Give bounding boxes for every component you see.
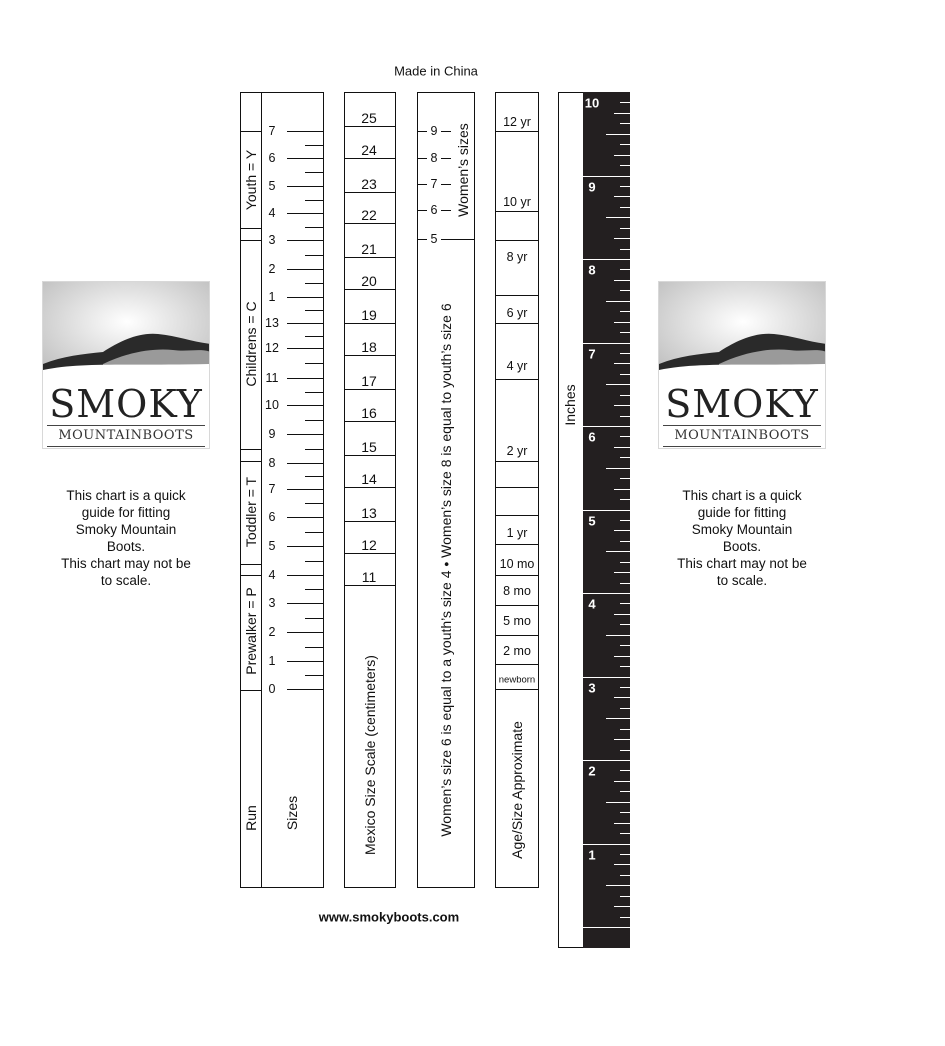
- mountain-icon: [659, 282, 826, 382]
- inch-major-tick: [583, 426, 630, 427]
- inch-major-tick: [583, 844, 630, 845]
- size-half-tick: [305, 675, 324, 676]
- mexico-label: 21: [361, 241, 377, 257]
- mexico-divider: [344, 521, 396, 522]
- inch-minor-tick: [606, 551, 630, 552]
- size-tick: [287, 323, 324, 324]
- age-divider: [495, 240, 539, 241]
- inch-minor-tick: [614, 113, 630, 114]
- age-label: 12 yr: [503, 115, 531, 129]
- size-label: 7: [268, 124, 276, 138]
- inch-minor-tick: [620, 123, 630, 124]
- mountain-icon: [43, 282, 210, 382]
- inch-minor-tick: [614, 739, 630, 740]
- age-title: Age/Size Approximate: [509, 721, 525, 859]
- sizes-title: Sizes: [284, 795, 300, 831]
- inches-title: Inches: [562, 384, 578, 426]
- age-divider: [495, 605, 539, 606]
- size-tick: [287, 632, 324, 633]
- inch-minor-tick: [620, 666, 630, 667]
- women-label: 7: [430, 177, 438, 191]
- women-label: 5: [430, 232, 438, 246]
- size-label: 4: [268, 206, 276, 220]
- inch-major-tick: [583, 343, 630, 344]
- women-label: 8: [430, 151, 438, 165]
- size-half-tick: [305, 420, 324, 421]
- size-tick: [287, 213, 324, 214]
- inch-minor-tick: [620, 520, 630, 521]
- size-tick: [287, 661, 324, 662]
- inch-minor-tick: [614, 906, 630, 907]
- inch-minor-tick: [606, 718, 630, 719]
- mexico-divider: [344, 553, 396, 554]
- women-tick: [441, 184, 451, 185]
- inch-label: 1: [588, 847, 596, 862]
- age-label: 10 yr: [503, 195, 531, 209]
- mexico-label: 23: [361, 176, 377, 192]
- mexico-divider: [344, 487, 396, 488]
- brand-logo-right: [658, 281, 826, 449]
- inch-minor-tick: [614, 572, 630, 573]
- inch-minor-tick: [620, 165, 630, 166]
- logo-brand-text: SMOKY: [49, 382, 203, 426]
- mexico-divider: [344, 257, 396, 258]
- size-half-tick: [305, 336, 324, 337]
- women-tick: [417, 210, 427, 211]
- size-label: 5: [268, 539, 276, 553]
- run-toddler-label: Toddler = T: [243, 476, 259, 548]
- size-half-tick: [305, 618, 324, 619]
- size-label: 7: [268, 482, 276, 496]
- size-label: 3: [268, 233, 276, 247]
- size-half-tick: [305, 200, 324, 201]
- inch-minor-tick: [614, 614, 630, 615]
- size-label: 8: [268, 456, 276, 470]
- size-tick: [287, 689, 324, 690]
- size-label: 13: [265, 316, 279, 330]
- age-divider: [495, 461, 539, 462]
- inch-minor-tick: [620, 102, 630, 103]
- inch-minor-tick: [606, 635, 630, 636]
- mexico-label: 15: [361, 439, 377, 455]
- age-label: 8 yr: [506, 250, 528, 264]
- inch-minor-tick: [620, 896, 630, 897]
- women-tick: [441, 210, 451, 211]
- inch-minor-tick: [606, 802, 630, 803]
- size-half-tick: [305, 476, 324, 477]
- inch-minor-tick: [620, 770, 630, 771]
- size-tick: [287, 158, 324, 159]
- mexico-divider: [344, 421, 396, 422]
- mexico-label: 13: [361, 505, 377, 521]
- age-divider: [495, 544, 539, 545]
- inch-minor-tick: [620, 457, 630, 458]
- age-divider: [495, 575, 539, 576]
- mexico-divider: [344, 289, 396, 290]
- inch-major-tick: [583, 259, 630, 260]
- inch-label: 2: [588, 763, 596, 779]
- inch-minor-tick: [620, 750, 630, 751]
- women-label: 9: [430, 124, 438, 138]
- inch-minor-tick: [614, 405, 630, 406]
- inch-minor-tick: [620, 186, 630, 187]
- inch-minor-tick: [620, 875, 630, 876]
- inch-major-tick: [583, 593, 630, 594]
- age-divider: [495, 635, 539, 636]
- size-tick: [287, 131, 324, 132]
- size-tick: [287, 489, 324, 490]
- women-tick: [417, 131, 427, 132]
- women-divider: [451, 239, 475, 240]
- inch-minor-tick: [614, 489, 630, 490]
- size-tick: [287, 240, 324, 241]
- size-label: 10: [265, 398, 279, 412]
- mexico-divider: [344, 355, 396, 356]
- inch-label: 6: [588, 429, 596, 445]
- age-divider: [495, 689, 539, 690]
- age-divider: [495, 323, 539, 324]
- inch-label: 4: [588, 596, 596, 612]
- size-label: 11: [265, 371, 279, 385]
- mexico-label: 24: [361, 142, 377, 158]
- size-tick: [287, 186, 324, 187]
- inch-minor-tick: [620, 353, 630, 354]
- inch-minor-tick: [620, 583, 630, 584]
- inch-minor-tick: [620, 269, 630, 270]
- inch-minor-tick: [620, 687, 630, 688]
- inch-label: 7: [588, 346, 596, 361]
- inch-minor-tick: [614, 238, 630, 239]
- women-tick: [417, 184, 427, 185]
- mexico-divider: [344, 223, 396, 224]
- age-label: 2 mo: [503, 644, 531, 658]
- inch-minor-tick: [614, 363, 630, 364]
- size-half-tick: [305, 227, 324, 228]
- inch-minor-tick: [620, 854, 630, 855]
- inch-minor-tick: [620, 812, 630, 813]
- size-tick: [287, 405, 324, 406]
- inch-minor-tick: [614, 322, 630, 323]
- women-label: 6: [430, 203, 438, 217]
- age-divider: [495, 295, 539, 296]
- size-half-tick: [305, 503, 324, 504]
- size-tick: [287, 517, 324, 518]
- inch-minor-tick: [620, 332, 630, 333]
- age-divider: [495, 487, 539, 488]
- mexico-divider: [344, 323, 396, 324]
- size-half-tick: [305, 310, 324, 311]
- inch-minor-tick: [614, 155, 630, 156]
- size-label: 9: [268, 427, 276, 441]
- mexico-divider: [344, 389, 396, 390]
- size-half-tick: [305, 145, 324, 146]
- inch-minor-tick: [606, 468, 630, 469]
- size-tick: [287, 378, 324, 379]
- size-half-tick: [305, 172, 324, 173]
- womens-title: Women’s sizes: [455, 123, 471, 217]
- mexico-label: 22: [361, 207, 377, 223]
- size-label: 5: [268, 179, 276, 193]
- size-label: 1: [268, 654, 276, 668]
- logo-brand-text: SMOKY: [665, 382, 819, 426]
- size-tick: [287, 546, 324, 547]
- age-divider: [495, 515, 539, 516]
- inch-minor-tick: [620, 541, 630, 542]
- inch-minor-tick: [620, 374, 630, 375]
- size-half-tick: [305, 589, 324, 590]
- size-half-tick: [305, 561, 324, 562]
- inch-minor-tick: [620, 708, 630, 709]
- mexico-label: 11: [361, 569, 377, 585]
- mexico-label: 14: [361, 471, 377, 487]
- size-tick: [287, 434, 324, 435]
- size-tick: [287, 297, 324, 298]
- size-half-tick: [305, 363, 324, 364]
- inch-minor-tick: [620, 603, 630, 604]
- inch-minor-tick: [620, 207, 630, 208]
- age-divider: [495, 664, 539, 665]
- inch-label: 8: [588, 262, 596, 278]
- inch-minor-tick: [614, 864, 630, 865]
- inch-minor-tick: [620, 917, 630, 918]
- size-tick: [287, 269, 324, 270]
- website-link[interactable]: www.smokyboots.com: [318, 909, 460, 925]
- inch-minor-tick: [620, 416, 630, 417]
- size-tick: [287, 348, 324, 349]
- run-childrens-label: Childrens = C: [243, 301, 259, 387]
- size-half-tick: [305, 255, 324, 256]
- inch-minor-tick: [606, 134, 630, 135]
- inch-minor-tick: [620, 499, 630, 500]
- inch-minor-tick: [614, 196, 630, 197]
- inch-minor-tick: [620, 436, 630, 437]
- inch-minor-tick: [606, 301, 630, 302]
- size-half-tick: [305, 449, 324, 450]
- inch-minor-tick: [620, 395, 630, 396]
- mexico-label: 18: [361, 339, 377, 355]
- size-label: 4: [268, 568, 276, 582]
- inch-major-tick: [583, 760, 630, 761]
- mexico-label: 20: [361, 273, 377, 289]
- age-divider: [495, 211, 539, 212]
- inch-label: 10: [584, 95, 600, 111]
- inch-major-tick: [583, 927, 630, 928]
- size-tick: [287, 603, 324, 604]
- age-label: 5 mo: [503, 614, 531, 628]
- inch-minor-tick: [620, 833, 630, 834]
- inch-minor-tick: [620, 249, 630, 250]
- inch-minor-tick: [620, 311, 630, 312]
- inches-label-strip: [558, 92, 584, 948]
- inch-minor-tick: [606, 217, 630, 218]
- inch-minor-tick: [614, 781, 630, 782]
- inch-minor-tick: [620, 144, 630, 145]
- run-youth-label: Youth = Y: [243, 149, 259, 211]
- women-tick: [417, 239, 427, 240]
- size-half-tick: [305, 532, 324, 533]
- age-label: 8 mo: [503, 584, 531, 598]
- women-tick: [441, 131, 451, 132]
- guide-text-left: This chart is a quick guide for fitting Smoky Mountain Boots. This chart may not be to scale.: [61, 488, 191, 588]
- mexico-divider: [344, 158, 396, 159]
- size-label: 12: [265, 341, 279, 355]
- mexico-label: 16: [361, 405, 377, 421]
- mexico-title: Mexico Size Scale (centimeters): [362, 655, 378, 855]
- inch-minor-tick: [620, 791, 630, 792]
- inch-minor-tick: [614, 823, 630, 824]
- size-half-tick: [305, 283, 324, 284]
- inch-label: 9: [588, 179, 596, 194]
- inch-label: 3: [588, 680, 596, 695]
- age-label: 10 mo: [499, 557, 535, 571]
- inch-major-tick: [583, 677, 630, 678]
- size-label: 2: [268, 625, 276, 639]
- inch-minor-tick: [620, 729, 630, 730]
- inch-minor-tick: [620, 624, 630, 625]
- women-tick: [441, 158, 451, 159]
- size-label: 3: [268, 596, 276, 610]
- inch-minor-tick: [620, 562, 630, 563]
- size-tick: [287, 463, 324, 464]
- inch-minor-tick: [614, 530, 630, 531]
- size-tick: [287, 575, 324, 576]
- inch-minor-tick: [620, 645, 630, 646]
- inch-minor-tick: [614, 447, 630, 448]
- age-divider: [495, 131, 539, 132]
- age-label: newborn: [498, 674, 536, 686]
- guide-text-right: This chart is a quick guide for fitting Smoky Mountain Boots. This chart may not be to scale.: [677, 488, 807, 588]
- mexico-divider: [344, 192, 396, 193]
- age-label: 4 yr: [506, 359, 528, 373]
- inch-minor-tick: [606, 384, 630, 385]
- age-label: 6 yr: [506, 306, 528, 320]
- size-label: 2: [268, 262, 276, 276]
- logo-sub-text: MOUNTAINBOOTS: [674, 428, 810, 443]
- mexico-label: 19: [361, 307, 377, 323]
- mexico-divider: [344, 455, 396, 456]
- run-title: Run: [243, 805, 259, 831]
- mexico-divider: [344, 585, 396, 586]
- run-prewalker-label: Prewalker = P: [243, 587, 259, 675]
- size-label: 6: [268, 510, 276, 524]
- inch-major-tick: [583, 510, 630, 511]
- brand-logo-left: [42, 281, 210, 449]
- mexico-label: 25: [361, 110, 377, 126]
- womens-note: Women’s size 6 is equal to a youth’s size 4 • Women’s size 8 is equal to youth’s size 6: [438, 303, 454, 837]
- inch-minor-tick: [620, 290, 630, 291]
- mexico-label: 17: [361, 373, 377, 389]
- inch-minor-tick: [614, 280, 630, 281]
- mexico-label: 12: [361, 537, 377, 553]
- women-tick: [441, 239, 451, 240]
- size-half-tick: [305, 392, 324, 393]
- mexico-divider: [344, 126, 396, 127]
- inch-major-tick: [583, 176, 630, 177]
- age-label: 1 yr: [506, 526, 528, 540]
- inch-minor-tick: [614, 697, 630, 698]
- size-label: 1: [268, 290, 276, 304]
- logo-sub-text: MOUNTAINBOOTS: [58, 428, 194, 443]
- inch-minor-tick: [606, 885, 630, 886]
- age-divider: [495, 379, 539, 380]
- made-in-label: Made in China: [394, 63, 478, 79]
- inch-label: 5: [588, 513, 596, 528]
- age-label: 2 yr: [506, 444, 528, 458]
- inch-minor-tick: [620, 228, 630, 229]
- size-label: 0: [268, 682, 276, 696]
- inch-minor-tick: [614, 656, 630, 657]
- inch-minor-tick: [620, 478, 630, 479]
- size-label: 6: [268, 151, 276, 165]
- size-half-tick: [305, 647, 324, 648]
- women-tick: [417, 158, 427, 159]
